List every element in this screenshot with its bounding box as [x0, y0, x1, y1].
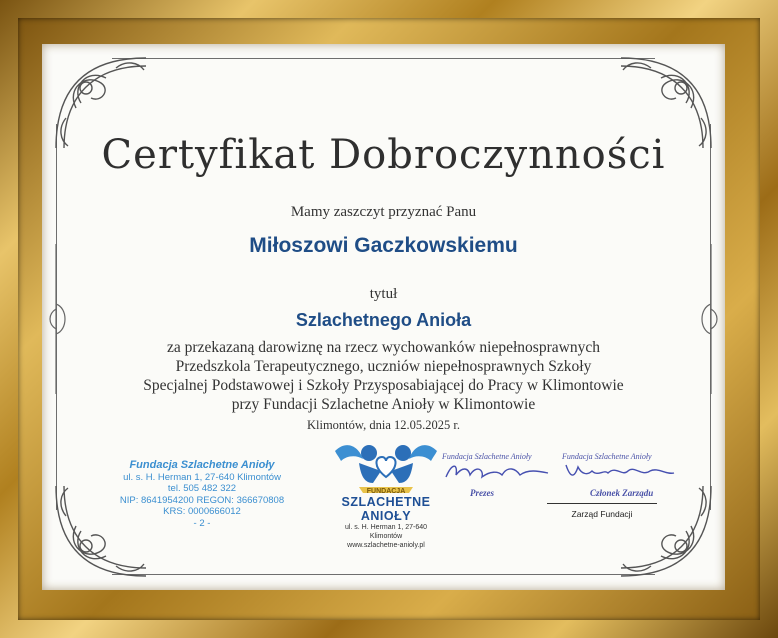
- award-name: Szlachetnego Anioła: [295, 310, 472, 330]
- signature-board-member: [562, 452, 682, 498]
- handwritten-signature-icon: [562, 461, 678, 483]
- stamp-ids: NIP: 8641954200 REGON: 366670808: [119, 494, 285, 506]
- certificate-body: [42, 338, 725, 414]
- handwritten-signature-icon: [442, 461, 552, 483]
- board-label: Zarząd Fundacji: [571, 509, 633, 519]
- logo-name: SZLACHETNE ANIOŁY: [341, 495, 431, 523]
- signature-line: [547, 503, 657, 504]
- foundation-logo: [329, 437, 443, 550]
- body-line: przy Fundacji Szlachetne Anioły w Klimontowie: [231, 396, 536, 413]
- certificate-title: Certyfikat Dobroczynności: [101, 132, 666, 178]
- date-line: Klimontów, dnia 12.05.2025 r.: [306, 418, 460, 432]
- stamp-address: ul. s. H. Herman 1, 27-640 Klimontów: [123, 471, 281, 483]
- stamp-krs: KRS: 0000666012: [163, 506, 241, 517]
- intro-text: Mamy zaszczyt przyznać Panu: [290, 204, 477, 220]
- body-line: Przedszkola Terapeutycznego, uczniów niepełnosprawnych Szkoły: [175, 358, 592, 375]
- signature-president: [442, 452, 562, 498]
- border-top-line: [112, 58, 655, 59]
- sig2-stamp: Fundacja Szlachetne Anioły: [562, 452, 652, 461]
- recipient-name: Miłoszowi Gaczkowskiemu: [249, 234, 518, 257]
- sig1-stamp: Fundacja Szlachetne Anioły: [442, 452, 532, 461]
- stamp-org: Fundacja Szlachetne Anioły: [129, 459, 275, 471]
- logo-ribbon: FUNDACJA: [366, 488, 406, 495]
- border-bottom-line: [112, 574, 655, 575]
- angels-logo-icon: [329, 437, 443, 495]
- sig1-role: Prezes: [470, 488, 494, 498]
- stamp-number: - 2 -: [193, 517, 211, 529]
- sig2-role: Członek Zarządu: [590, 488, 654, 498]
- logo-website: www.szlachetne-anioly.pl: [347, 542, 425, 549]
- foundation-stamp: [117, 460, 287, 529]
- body-line: za przekazaną darowiznę na rzecz wychowanków niepełnosprawnych: [167, 339, 600, 356]
- body-line: Specjalnej Podstawowej i Szkoły Przysposabiającej do Pracy w Klimontowie: [143, 377, 624, 394]
- stamp-phone: tel. 505 482 322: [167, 483, 237, 494]
- logo-address: ul. s. H. Herman 1, 27-640 Klimontów: [344, 524, 428, 540]
- title-label: tytuł: [369, 286, 398, 302]
- certificate-paper: [42, 44, 725, 590]
